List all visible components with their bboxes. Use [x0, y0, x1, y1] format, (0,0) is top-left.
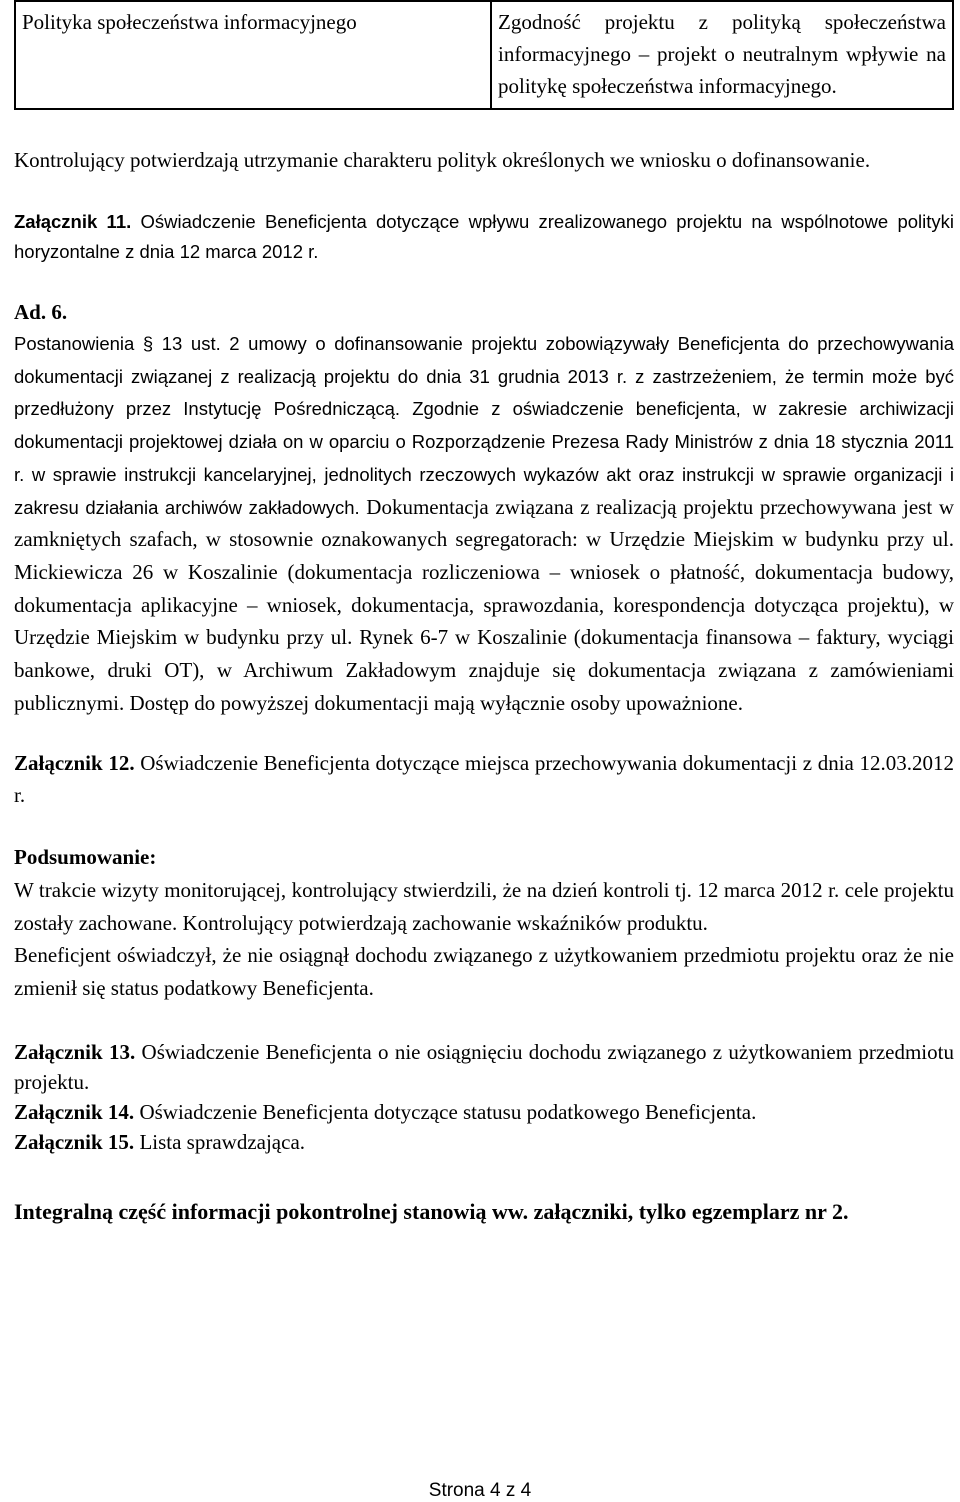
attachment-12 [14, 747, 954, 811]
beneficiary-statement: Beneficjent oświadczył, że nie osiągnął dochodu związanego z użytkowaniem przedmiotu projektu oraz że nie zmienił się status podatkowy Beneficjenta. [14, 943, 954, 1001]
attachment-14-label: Załącznik 14. [14, 1100, 135, 1125]
policy-name-cell: Polityka społeczeństwa informacyjnego [15, 1, 491, 109]
table-row [15, 1, 953, 109]
attachment-11 [14, 207, 954, 267]
attachment-13 [14, 1037, 954, 1097]
integral-statement: Integralną część informacji pokontrolnej stanowią ww. załączniki, tylko egzemplarz nr 2. [14, 1199, 849, 1225]
attachment-13-label: Załącznik 13. [14, 1040, 136, 1065]
attachment-11-text: Oświadczenie Beneficjenta dotyczące wpływu zrealizowanego projektu na wspólnotowe polityki horyzontalne z dnia 12 marca 2012 r. [14, 211, 954, 262]
policy-compliance-cell: Zgodność projektu z polityką społeczeństwa informacyjnego – projekt o neutralnym wpływie na politykę społeczeństwa informacyjnego. [491, 1, 953, 109]
summary-heading: Podsumowanie: [14, 845, 157, 870]
section-heading-ad6: Ad. 6. [14, 300, 68, 324]
attachment-12-text: Oświadczenie Beneficjenta dotyczące miejsca przechowywania dokumentacji z dnia 12.03.2012 r. [14, 751, 954, 808]
attachment-15 [14, 1127, 954, 1157]
attachment-14 [14, 1097, 954, 1127]
attachment-15-label: Załącznik 15. [14, 1130, 135, 1155]
attachment-15-text: Lista sprawdzająca. [134, 1130, 306, 1155]
summary-text: W trakcie wizyty monitorującej, kontrolujący stwierdzili, że na dzień kontroli tj. 12 marca 2012 r. cele projektu zostały zachowane. Kontrolujący potwierdzają zachowanie wskaźników produktu. [14, 878, 954, 935]
postanowienia-paragraph [14, 327, 954, 719]
policy-table [14, 0, 954, 110]
kontrolujacy-paragraph: Kontrolujący potwierdzają utrzymanie charakteru polityk określonych we wniosku o dofinansowanie. [14, 148, 871, 172]
attachment-13-text: Oświadczenie Beneficjenta o nie osiągnięciu dochodu związanego z użytkowaniem przedmiotu projektu. [14, 1040, 954, 1095]
attachment-11-label: Załącznik 11. [14, 211, 132, 232]
attachment-12-label: Załącznik 12. [14, 751, 135, 776]
postanowienia-text-1: Postanowienia § 13 ust. 2 umowy o dofinansowanie projektu zobowiązywały Beneficjenta do przechowywania dokumentacji związanej z realizacją projektu do dnia 31 grudnia 2013 r. z zastrzeżeniem, że termin może być przedłużony przez Instytucję Pośredniczącą. Zgodnie z oświadczenie beneficjenta, w zakresie archiwizacji dokumentacji projektowej działa on w oparciu o Rozporządzenie Prezesa Rady Ministrów z dnia 18 stycznia 2011 r. w sprawie instrukcji kancelaryjnej, jednolitych rzeczowych wykazów akt oraz instrukcji w sprawie organizacji i zakresu działania archiwów zakładowych. [14, 333, 954, 518]
document-page [14, 0, 954, 1229]
page-number-footer: Strona 4 z 4 [428, 1480, 532, 1501]
postanowienia-text-2: Dokumentacja związana z realizacją projektu przechowywana jest w zamkniętych szafach, w stosownie oznakowanych segregatorach: w Urzędzie Miejskim w budynku przy ul. Mickiewicza 26 w Koszalinie (dokumentacja rozliczeniowa – wniosek o płatność, dokumentacja budowy, dokumentacja aplikacyjne – wniosek, dokumentacja, sprawozdania, korespondencja dotycząca projektu), w Urzędzie Miejskim w budynku przy ul. Rynek 6-7 w Koszalinie (dokumentacja finansowa – faktury, wyciągi bankowe, druki OT), w Archiwum Zakładowym znajduje się dokumentacja związana z zamówieniami publicznymi. Dostęp do powyższej dokumentacji mają wyłącznie osoby upoważnione. [14, 494, 954, 715]
attachment-14-text: Oświadczenie Beneficjenta dotyczące statusu podatkowego Beneficjenta. [134, 1100, 757, 1125]
